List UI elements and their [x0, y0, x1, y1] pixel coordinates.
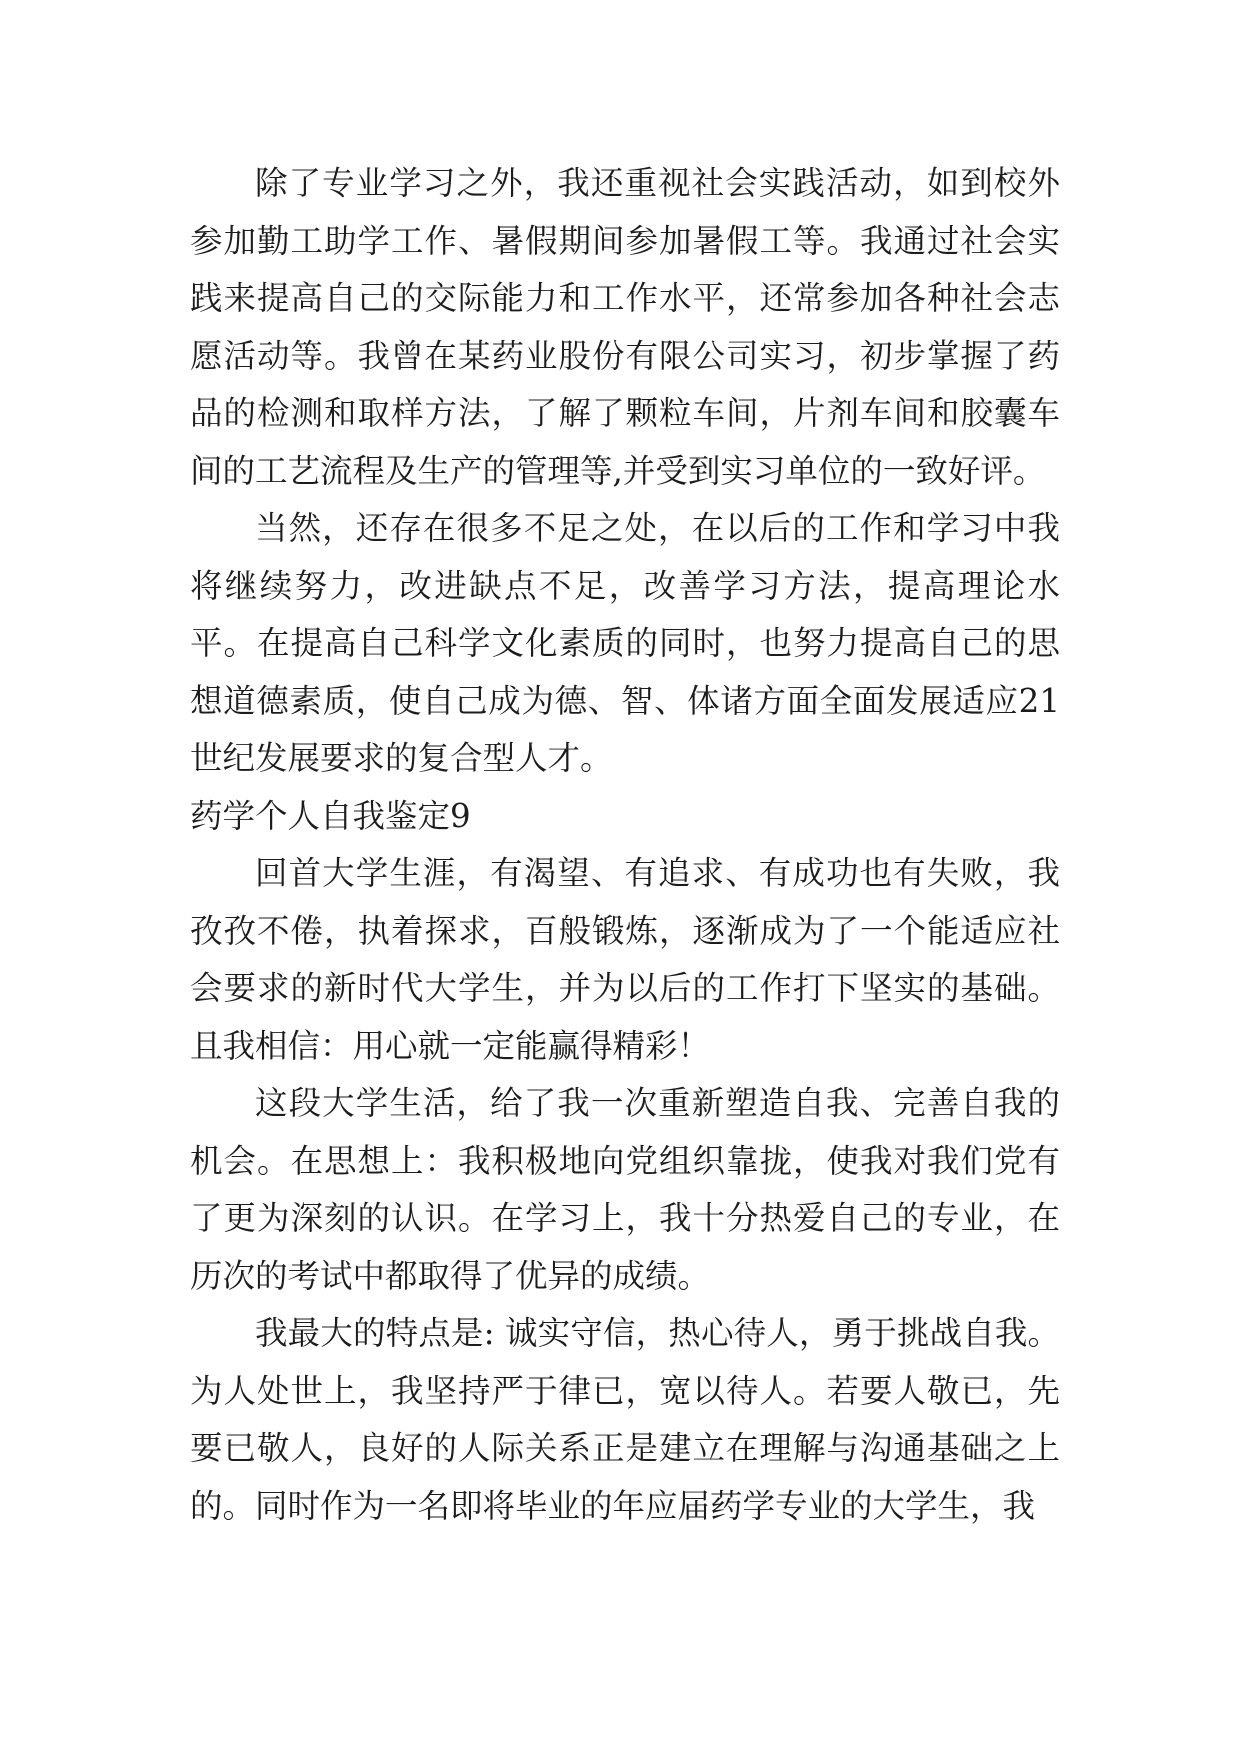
- paragraph-college-life: 这段大学生活，给了我一次重新塑造自我、完善自我的机会。在思想上：我积极地向党组织靠拢，使我对我们党有了更为深刻的认识。在学习上，我十分热爱自己的专业，在历次的考试中都取得了优异的成绩。: [190, 1084, 1060, 1295]
- paragraph-personal-traits: 我最大的特点是: 诚实守信，热心待人，勇于挑战自我。为人处世上，我坚持严于律已，宽以待人。若要人敬已，先要已敬人，良好的人际关系正是建立在理解与沟通基础之上的。同时作为一名即将毕业的年应届药学专业的大学生，我: [190, 1314, 1060, 1525]
- paragraph-college-review: 回首大学生涯，有渴望、有追求、有成功也有失败，我孜孜不倦，执着探求，百般锻炼，逐渐成为了一个能适应社会要求的新时代大学生，并为以后的工作打下坚实的基础。且我相信：用心就一定能赢得精彩！: [190, 854, 1060, 1065]
- section-heading: 药学个人自我鉴定9: [190, 796, 471, 835]
- document-body: [190, 155, 1060, 1535]
- paragraph-social-practice: 除了专业学习之外，我还重视社会实践活动，如到校外参加勤工助学工作、暑假期间参加暑假工等。我通过社会实践来提高自己的交际能力和工作水平，还常参加各种社会志愿活动等。我曾在某药业股份有限公司实习，初步掌握了药品的检测和取样方法，了解了颗粒车间，片剂车间和胶囊车间的工艺流程及生产的管理等,并受到实习单位的一致好评。: [190, 164, 1060, 490]
- paragraph-shortcomings: 当然，还存在很多不足之处，在以后的工作和学习中我将继续努力，改进缺点不足，改善学习方法，提高理论水平。在提高自己科学文化素质的同时，也努力提高自己的思想道德素质，使自己成为德、智、体诸方面全面发展适应21世纪发展要求的复合型人才。: [190, 509, 1060, 777]
